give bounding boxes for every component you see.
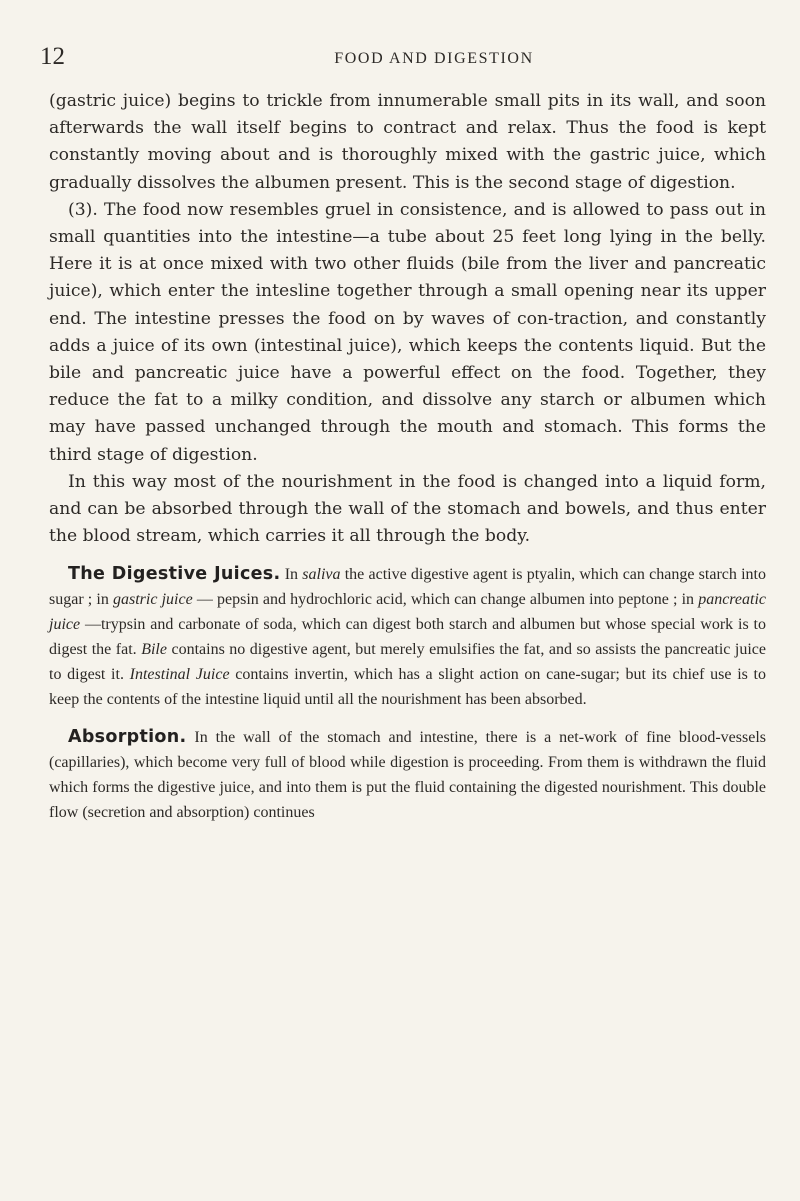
paragraph-intestine-stage: (3). The food now resembles gruel in consistence, and is allowed to pass out in small quantities into the intestine—a tube about 25 feet long lying in the belly. Here it is at once mixed with two other fluids (bile from the liver and pancreatic juice), which enter the intesline together through a small opening near its upper end. The intestine presses the food on by waves of con-traction, and constantly adds a juice of its own (intestinal juice), which keeps the contents liquid. But the bile and pancreatic juice have a powerful effect on the food. Together, they reduce the fat to a milky condition, and dissolve any starch or albumen which may have passed unchanged through the mouth and stomach. This forms the third stage of digestion. — [49, 199, 766, 465]
running-head: FOOD AND DIGESTION — [334, 50, 534, 67]
section-absorption — [49, 725, 766, 826]
paragraph-gastric-stage: (gastric juice) begins to trickle from innumerable small pits in its wall, and soon afterwards the wall itself begins to contract and relax. Thus the food is kept constantly moving about and is thoroughly mixed with the gastric juice, which gradually dissolves the albumen present. This is the second stage of digestion. — [49, 91, 766, 193]
section-heading-absorption: Absorption. — [68, 726, 187, 747]
body-text — [49, 88, 766, 826]
digestive-juices-paragraph — [49, 562, 766, 712]
term-pancreatic-juice: pancreatic juice — [49, 591, 767, 634]
text-run: contains invertin, which has a slight action on cane-sugar; but its chief use is to keep the contents of the intestine liquid until all the nourishment has been absorbed. — [49, 666, 767, 708]
term-saliva: saliva — [302, 566, 341, 584]
page-number: 12 — [40, 43, 65, 70]
absorption-paragraph — [49, 725, 766, 826]
term-gastric-juice: gastric juice — [113, 591, 193, 609]
text-run: —trypsin and carbonate of soda, which can digest both starch and albumen but whose special work is to digest the fat. — [49, 616, 767, 659]
section-digestive-juices — [49, 562, 766, 712]
term-intestinal-juice: Intestinal Juice — [129, 666, 230, 684]
absorption-text: In the wall of the stomach and intestine, there is a net-work of fine blood-vessels (capillaries), which become very full of blood while digestion is proceeding. From them is withdrawn the fluid which forms the digestive juice, and into them is put the fluid containing the digested nourishment. This double flow (secretion and absorption) continues — [49, 728, 766, 821]
page-header — [40, 42, 768, 72]
paragraph-absorption-summary: In this way most of the nourishment in the food is changed into a liquid form, and can be absorbed through the wall of the stomach and bowels, and thus enter the blood stream, which carries it all through the body. — [49, 471, 766, 547]
text-run: — pepsin and hydrochloric acid, which can change albumen into peptone ; in — [196, 591, 695, 609]
text-run: the active digestive agent is ptyalin, which can change starch into sugar ; in — [49, 566, 766, 609]
term-bile: Bile — [141, 641, 167, 659]
text-run: In — [284, 566, 299, 584]
text-run: contains no digestive agent, but merely emulsifies the fat, and so assists the pancreatic juice to digest it. — [49, 641, 767, 684]
section-heading-digestive-juices: The Digestive Juices. — [68, 564, 281, 585]
